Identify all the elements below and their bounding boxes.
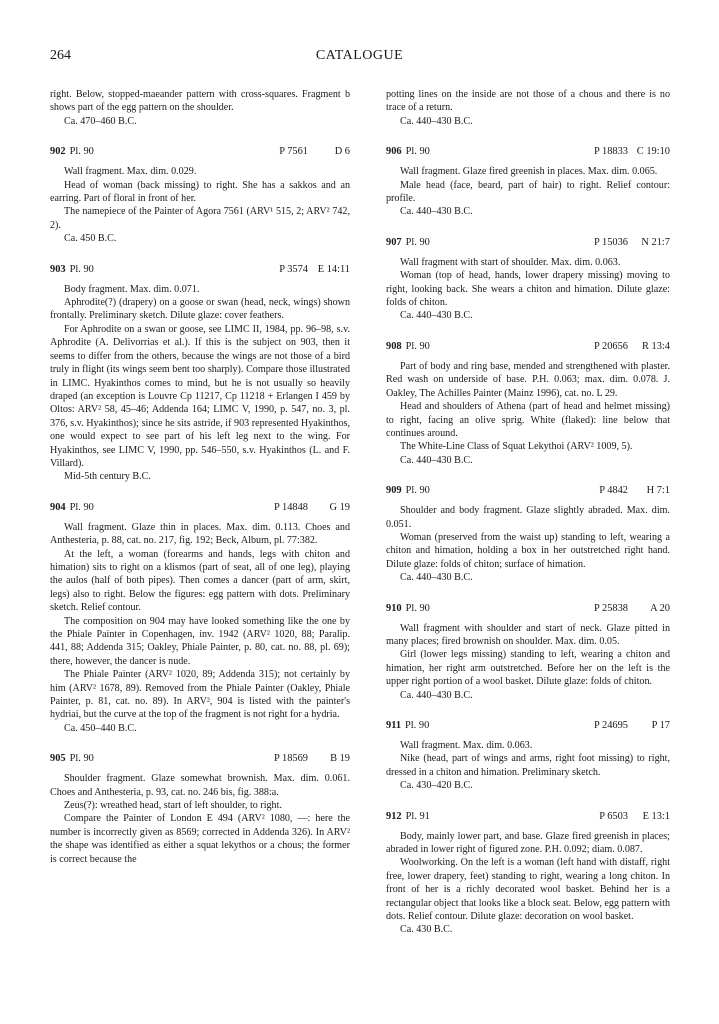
- entry-heading: [386, 484, 670, 498]
- entry-paragraph: At the left, a woman (forearms and hands, legs with chiton and himation) sits to right on a klismos (part of seat, all of one leg), playing the aulos (half of both pipes). Then comes a dancer (part of arm, skirt, legs) also to right. Below the figures: egg pattern with dots. Preliminary sketch. Relief contour.: [50, 548, 350, 614]
- entry-paragraph: The composition on 904 may have looked something like the one by the Phiale Painter in Copenhagen, inv. 1942 (ARV² 1020, 88; Paralip. 441, 88; Addenda 315; Oakley, Phiale Painter, p. 80, cat. no. 88, pl. 69); there, however, the dancer is nude.: [50, 615, 350, 667]
- entry-number: 902: [50, 146, 66, 158]
- grid-location: E 13:1: [642, 810, 670, 822]
- entry-heading: [50, 145, 350, 159]
- entry-date: Ca. 430–420 B.C.: [400, 780, 473, 792]
- catalogue-entry: [50, 145, 350, 245]
- plate-reference: Pl. 90: [405, 146, 430, 158]
- grid-location: P 17: [651, 720, 670, 731]
- entry-heading: [50, 501, 350, 515]
- inventory-number: P 3574: [279, 263, 308, 275]
- catalogue-entry: [50, 501, 350, 736]
- entry-paragraph: Body fragment. Max. dim. 0.071.: [64, 283, 200, 295]
- continued-text: potting lines on the inside are not those of a chous and there is no trace of a return.: [386, 89, 670, 114]
- entry-number: 907: [386, 236, 402, 248]
- running-head: CATALOGUE: [315, 48, 404, 63]
- continued-text: right. Below, stopped-maeander pattern with cross-squares. Fragment b shows part of the egg pattern on the shoulder.: [50, 89, 350, 114]
- entry-heading: [50, 263, 350, 277]
- plate-reference: Pl. 90: [69, 263, 94, 275]
- entry-paragraph: Compare the Painter of London E 494 (ARV² 1080, —: here the number is incorrectly given as 8569; corrected in Addenda 326). In ARV² the shape was identified as either a squat lekythos or a chous; the former is correct because the: [50, 813, 350, 865]
- grid-location: R 13:4: [641, 340, 670, 352]
- grid-location: C 19:10: [636, 146, 670, 158]
- catalogue-entry: [386, 719, 670, 793]
- entry-paragraph: Zeus(?): wreathed head, start of left shoulder, to right.: [64, 800, 282, 812]
- entry-paragraph: Wall fragment with start of shoulder. Max. dim. 0.063.: [400, 256, 621, 268]
- entry-date: Ca. 450–440 B.C.: [64, 722, 137, 734]
- entry-paragraph: Male head (face, beard, part of hair) to right. Relief contour: profile.: [386, 179, 670, 205]
- grid-location: E 14:11: [317, 263, 350, 275]
- entry-number: 911: [386, 720, 402, 731]
- plate-reference: Pl. 90: [405, 720, 430, 731]
- catalogue-entry: [386, 602, 670, 702]
- inventory-number: P 6503: [599, 810, 628, 822]
- grid-location: N 21:7: [641, 236, 670, 248]
- entry-paragraph: Head of woman (back missing) to right. She has a sakkos and an earring. Part of floral in front of her.: [50, 179, 350, 205]
- entry-paragraph: Wall fragment. Max. dim. 0.029.: [64, 166, 197, 178]
- inventory-number: P 25838: [594, 602, 628, 614]
- inventory-number: P 15036: [594, 236, 628, 248]
- entry-paragraph: Shoulder fragment. Glaze somewhat brownish. Max. dim. 0.061. Choes and Anthesteria, p. 93, cat. no. 246 bis, fig. 388:a.: [50, 773, 350, 798]
- plate-reference: Pl. 90: [405, 485, 430, 497]
- entry-paragraph: Shoulder and body fragment. Glaze slightly abraded. Max. dim. 0.051.: [386, 505, 670, 530]
- catalogue-entry: [386, 810, 670, 937]
- inventory-number: P 18833: [594, 146, 628, 158]
- page-number: 264: [50, 48, 71, 63]
- catalogue-entry: [386, 484, 670, 584]
- plate-reference: Pl. 90: [69, 146, 94, 158]
- plate-reference: Pl. 91: [405, 810, 430, 822]
- entry-number: 903: [50, 263, 66, 275]
- entry-heading: [386, 602, 670, 616]
- inventory-number: P 7561: [279, 146, 308, 158]
- plate-reference: Pl. 90: [69, 753, 94, 765]
- entry-date: Ca. 430 B.C.: [400, 924, 453, 936]
- plate-reference: Pl. 90: [405, 602, 430, 614]
- entry-paragraph: Part of body and ring base, mended and strengthened with plaster. Red wash on underside of base. P.H. 0.063; max. dim. 0.078. J. Oakley, The Achilles Painter (Mainz 1996), cat. no. L 29.: [386, 360, 670, 399]
- entry-number: 912: [386, 810, 402, 822]
- entry-date: Ca. 440–430 B.C.: [400, 572, 473, 584]
- entry-heading: [386, 810, 670, 824]
- entry-paragraph: Wall fragment. Glaze thin in places. Max. dim. 0.113. Choes and Anthesteria, p. 88, cat. no. 217, fig. 192; Beck, Album, pl. 77:382.: [50, 521, 350, 547]
- left-column: [50, 88, 350, 866]
- catalogue-entry: [386, 236, 670, 323]
- entry-number: 910: [386, 602, 402, 614]
- entry-heading: [386, 145, 670, 159]
- catalogue-entry: [50, 752, 350, 866]
- entry-heading: [386, 236, 670, 250]
- entry-paragraph: The White-Line Class of Squat Lekythoi (ARV² 1009, 5).: [400, 441, 633, 453]
- entry-paragraph: Nike (head, part of wings and arms, right foot missing) to right, dressed in a chiton and himation. Preliminary sketch.: [386, 753, 670, 778]
- entry-date: Ca. 450 B.C.: [64, 233, 117, 245]
- entry-paragraph: Wall fragment with shoulder and start of neck. Glaze pitted in many places; fired brownish on shoulder. Max. dim. 0.05.: [386, 622, 670, 647]
- entry-date: Ca. 440–430 B.C.: [400, 310, 473, 322]
- entry-paragraph: The namepiece of the Painter of Agora 7561 (ARV¹ 515, 2; ARV² 742, 2).: [50, 206, 350, 231]
- entry-paragraph: The Phiale Painter (ARV² 1020, 89; Addenda 315); not certainly by him (ARV² 1678, 89). Removed from the Phiale Painter (Oakley, Phiale Painter, p. 81, cat. no. 89). In ARV², 904 is listed with the painter's hydriai, but the curve at the top of the fragment is not right for a hydria.: [50, 669, 350, 721]
- grid-location: D 6: [334, 146, 350, 158]
- entry-paragraph: For Aphrodite on a swan or goose, see LIMC II, 1984, pp. 96–98, s.v. Aphrodite (A. Delivorrias et al.). If this is the subject on 903, then it seems to differ from the others, because the wings are not those of a bird truly in flight (its wings seem bent too sharply). Compare those illustrated in LIMC. Hyakinthos comes to mind, but he is not usually so heavily draped (an exception is Louvre Cp 11217, Cp 11218 + Erlangen I 459 by Oltos: ARV² 58, 45–46; Addenda 164; LIMC V, 1990, p. 547, no. 3, pl. 376, s.v. Hyakinthos); since he sits astride, if 903 represented Hyakinthos, one would expect to see part of his left leg next to the wing. For Hyakinthos, see LIMC V, 1990, pp. 546–550, s.v. Hyakinthos (L. and F. Villard).: [50, 323, 350, 469]
- plate-reference: Pl. 90: [405, 340, 430, 352]
- entry-heading: [50, 752, 350, 766]
- inventory-number: P 24695: [594, 720, 628, 731]
- entry-date: Ca. 440–430 B.C.: [400, 206, 473, 218]
- entry-number: 905: [50, 753, 66, 765]
- entry-paragraph: Girl (lower legs missing) standing to left, wearing a chiton and himation, her right arm outstretched. Before her on the left is the upper right portion of a wool basket. Dilute glaze: folds of chiton.: [386, 649, 670, 688]
- entry-number: 906: [386, 146, 402, 158]
- catalogue-entry: [386, 145, 670, 219]
- entry-paragraph: Mid-5th century B.C.: [64, 471, 151, 483]
- entry-number: 908: [386, 340, 402, 352]
- plate-reference: Pl. 90: [69, 501, 94, 513]
- page-header: [50, 48, 669, 72]
- catalogue-entry: [386, 340, 670, 467]
- inventory-number: P 4842: [599, 485, 628, 497]
- entry-paragraph: Woman (top of head, hands, lower drapery missing) moving to right, looking back. She wears a chiton and himation. Dilute glaze: folds of chiton.: [386, 270, 670, 309]
- entry-number: 904: [50, 501, 66, 513]
- entry-paragraph: Woman (preserved from the waist up) standing to left, wearing a chiton and himation, holding a box in her outstretched right hand. Dilute glaze: folds of chiton; surface of himation.: [386, 531, 670, 570]
- entry-heading: [386, 340, 670, 354]
- plate-reference: Pl. 90: [405, 236, 430, 248]
- entry-paragraph: Wall fragment. Glaze fired greenish in places. Max. dim. 0.065.: [400, 166, 658, 178]
- entry-paragraph: Aphrodite(?) (drapery) on a goose or swan (head, neck, wings) shown frontally. Preliminary sketch. Dilute glaze: cover feathers.: [50, 297, 350, 322]
- grid-location: G 19: [329, 501, 350, 513]
- inventory-number: P 14848: [274, 501, 308, 513]
- right-column: [386, 88, 670, 937]
- inventory-number: P 20656: [594, 340, 628, 352]
- entry-number: 909: [386, 485, 402, 497]
- entry-paragraph: Woolworking. On the left is a woman (left hand with distaff, right free, lower drapery, feet) standing to right, wearing a long chiton. In front of her is a richly decorated wool basket. Behind her is a rectangular object that looks like a block seat. Below, egg pattern with dots. Relief contour. Dilute glaze: decoration on wool basket.: [386, 857, 670, 923]
- grid-location: A 20: [650, 602, 670, 614]
- entry-paragraph: Body, mainly lower part, and base. Glaze fired greenish in places; abraded in lower right of figured zone. P.H. 0.092; diam. 0.087.: [386, 830, 670, 856]
- entry-paragraph: Head and shoulders of Athena (part of head and helmet missing) to right, facing an olive sprig. White (flaked): line below that continues around.: [386, 401, 670, 439]
- entry-paragraph: Wall fragment. Max. dim. 0.063.: [400, 740, 533, 751]
- entry-heading: [386, 719, 670, 733]
- entry-date: Ca. 440–430 B.C.: [400, 689, 473, 701]
- entry-date: Ca. 470–460 B.C.: [64, 115, 137, 127]
- grid-location: B 19: [330, 753, 350, 765]
- entry-date: Ca. 440–430 B.C.: [400, 115, 473, 127]
- entry-date: Ca. 440–430 B.C.: [400, 454, 473, 466]
- grid-location: H 7:1: [646, 485, 670, 497]
- catalogue-entry: [50, 263, 350, 484]
- inventory-number: P 18569: [274, 753, 308, 765]
